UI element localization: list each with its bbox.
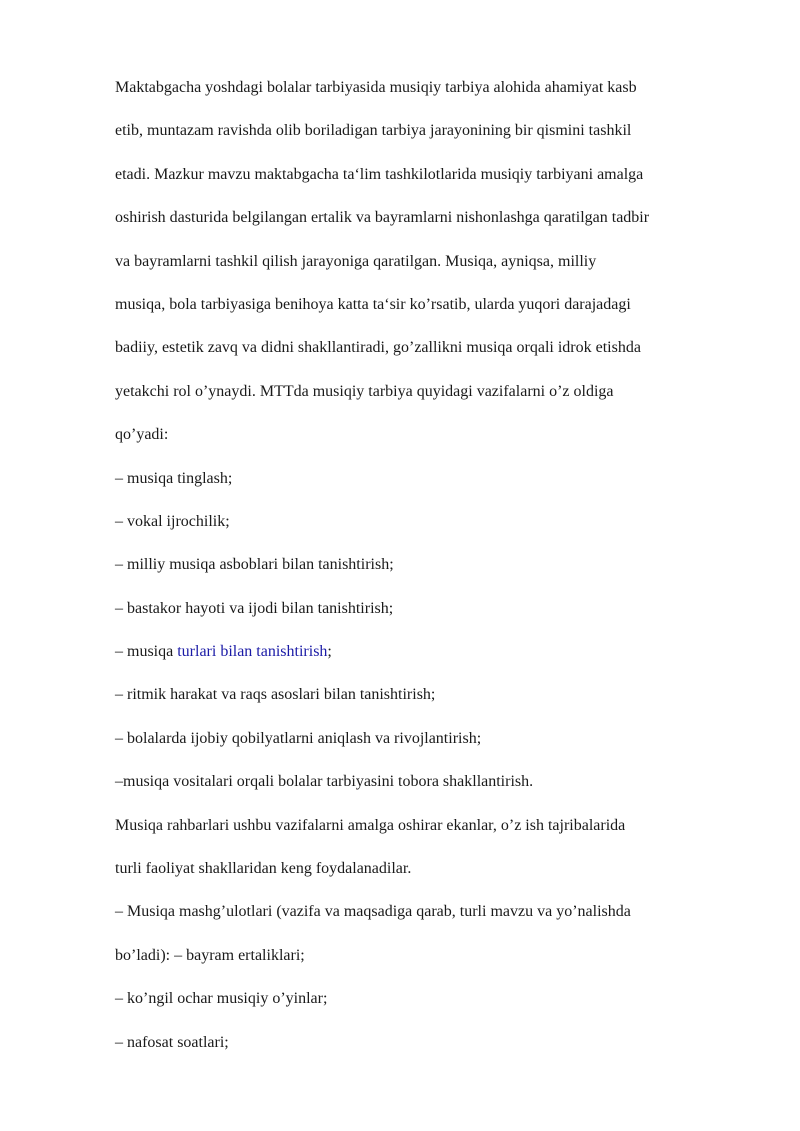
list-item: – milliy musiqa asboblari bilan tanishtirish; (115, 556, 394, 574)
text-line: qo’yadi: (115, 426, 169, 444)
text-line: oshirish dasturida belgilangan ertalik va bayramlarni nishonlashga qaratilgan tadbir (115, 209, 650, 227)
list-item: – bastakor hayoti va ijodi bilan tanishtirish; (115, 599, 394, 617)
text-line: – nafosat soatlari; (115, 1033, 229, 1051)
text-line: va bayramlarni tashkil qilish jarayoniga qaratilgan. Musiqa, ayniqsa, milliy (115, 252, 597, 270)
text-line: badiiy, estetik zavq va didni shakllantiradi, go’zallikni musiqa orqali idrok etishda (115, 339, 641, 357)
text-line: etadi. Mazkur mavzu maktabgacha ta‘lim tashkilotlarida musiqiy tarbiyani amalga (115, 165, 644, 183)
document-page (115, 72, 755, 1070)
text-line: etib, muntazam ravishda olib boriladigan tarbiya jarayonining bir qismini tashkil (115, 122, 632, 140)
list-item: – bolalarda ijobiy qobilyatlarni aniqlash va rivojlantirish; (115, 729, 482, 747)
list-item: – ritmik harakat va raqs asoslari bilan tanishtirish; (115, 686, 436, 704)
intro-paragraph (115, 72, 755, 463)
activities-paragraph (115, 810, 755, 1070)
list-item: –musiqa vositalari orqali bolalar tarbiyasini tobora shakllantirish. (115, 773, 534, 791)
text-line: – Musiqa mashg’ulotlari (vazifa va maqsadiga qarab, turli mavzu va yo’nalishda (115, 903, 631, 921)
text-line: yetakchi rol o’ynaydi. MTTda musiqiy tarbiya quyidagi vazifalarni o’z oldiga (115, 382, 614, 400)
list-item (115, 636, 755, 679)
list-item-text: – musiqa (115, 643, 178, 661)
text-line: Maktabgacha yoshdagi bolalar tarbiyasida musiqiy tarbiya alohida ahamiyat kasb (115, 79, 637, 96)
list-item: – vokal ijrochilik; (115, 512, 230, 530)
list-item-text: ; (327, 643, 332, 661)
text-line: musiqa, bola tarbiyasiga benihoya katta ta‘sir ko’rsatib, ularda yuqori darajadagi (115, 295, 631, 313)
text-line: bo’ladi): – bayram ertaliklari; (115, 946, 305, 964)
task-list (115, 463, 755, 810)
list-item: – musiqa tinglash; (115, 469, 233, 487)
text-line: turli faoliyat shakllaridan keng foydalanadilar. (115, 860, 412, 878)
text-line: – ko’ngil ochar musiqiy o’yinlar; (115, 990, 328, 1008)
music-types-link[interactable]: turlari bilan tanishtirish (177, 643, 328, 661)
text-line: Musiqa rahbarlari ushbu vazifalarni amalga oshirar ekanlar, o’z ish tajribalarida (115, 816, 626, 834)
